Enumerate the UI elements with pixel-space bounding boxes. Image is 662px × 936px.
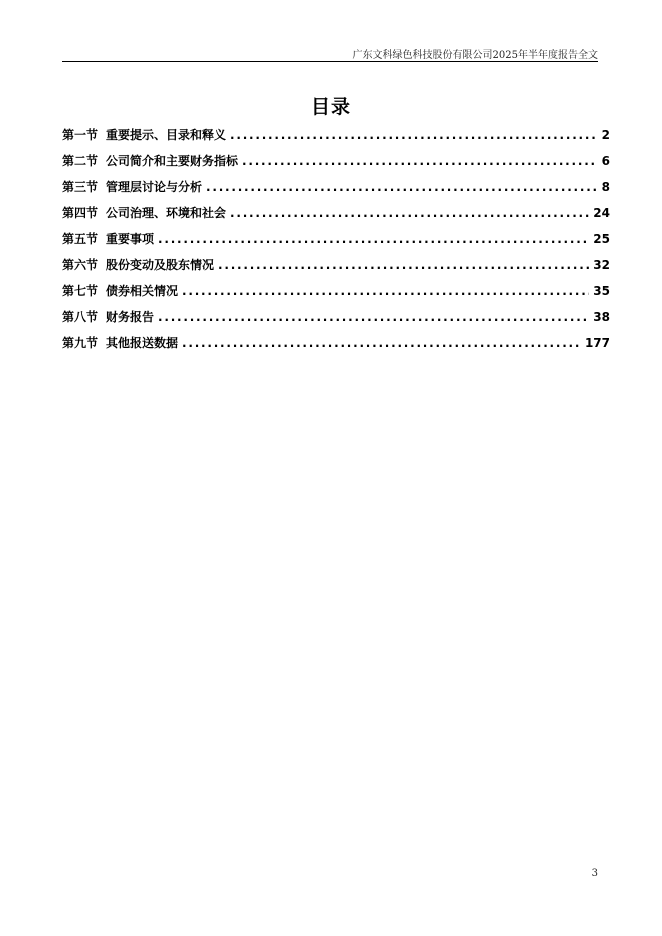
footer-page-number: 3	[591, 868, 598, 879]
toc-dot-leader	[242, 148, 598, 174]
toc-title: 公司治理、环境和社会	[106, 206, 227, 220]
toc-title: 债券相关情况	[106, 284, 179, 298]
toc-title: 管理层讨论与分析	[106, 180, 203, 194]
header-text: 广东文科绿色科技股份有限公司2025年半年度报告全文	[352, 50, 598, 61]
toc-page-number: 24	[593, 206, 610, 220]
toc-title: 公司简介和主要财务指标	[106, 154, 239, 168]
toc-title: 重要事项	[106, 232, 155, 246]
page-header	[62, 44, 598, 62]
toc-page-number: 32	[593, 258, 610, 272]
toc-dot-leader	[182, 278, 589, 304]
toc-section-label: 第七节	[62, 284, 99, 298]
toc-dot-leader	[158, 226, 589, 252]
document-title: 目录	[310, 96, 351, 118]
toc-page-number: 38	[593, 310, 610, 324]
toc-section-label: 第五节	[62, 232, 99, 246]
toc-dot-leader	[230, 200, 589, 226]
toc-entry-8[interactable]	[62, 304, 610, 330]
toc-section-label: 第三节	[62, 180, 99, 194]
toc-entry-4[interactable]	[62, 200, 610, 226]
toc-title: 财务报告	[106, 310, 155, 324]
toc-entry-9[interactable]	[62, 330, 610, 356]
toc-dot-leader	[182, 330, 581, 356]
toc-entry-1[interactable]	[62, 122, 610, 148]
toc-section-label: 第九节	[62, 336, 99, 350]
toc-dot-leader	[158, 304, 589, 330]
toc-dot-leader	[218, 252, 589, 278]
toc-section-label: 第六节	[62, 258, 99, 272]
toc-page-number: 25	[593, 232, 610, 246]
toc-section-label: 第一节	[62, 128, 99, 142]
toc-section-label: 第八节	[62, 310, 99, 324]
toc-page-number: 35	[593, 284, 610, 298]
toc-entry-7[interactable]	[62, 278, 610, 304]
toc-entry-6[interactable]	[62, 252, 610, 278]
table-of-contents	[62, 122, 610, 356]
toc-page-number: 8	[601, 180, 610, 194]
toc-page-number: 6	[601, 154, 610, 168]
toc-dot-leader	[230, 122, 598, 148]
toc-title: 其他报送数据	[106, 336, 179, 350]
toc-dot-leader	[206, 174, 598, 200]
toc-section-label: 第二节	[62, 154, 99, 168]
toc-section-label: 第四节	[62, 206, 99, 220]
toc-title: 重要提示、目录和释义	[106, 128, 227, 142]
toc-entry-5[interactable]	[62, 226, 610, 252]
toc-entry-3[interactable]	[62, 174, 610, 200]
toc-entry-2[interactable]	[62, 148, 610, 174]
toc-title: 股份变动及股东情况	[106, 258, 215, 272]
toc-page-number: 177	[584, 336, 610, 350]
toc-page-number: 2	[601, 128, 610, 142]
